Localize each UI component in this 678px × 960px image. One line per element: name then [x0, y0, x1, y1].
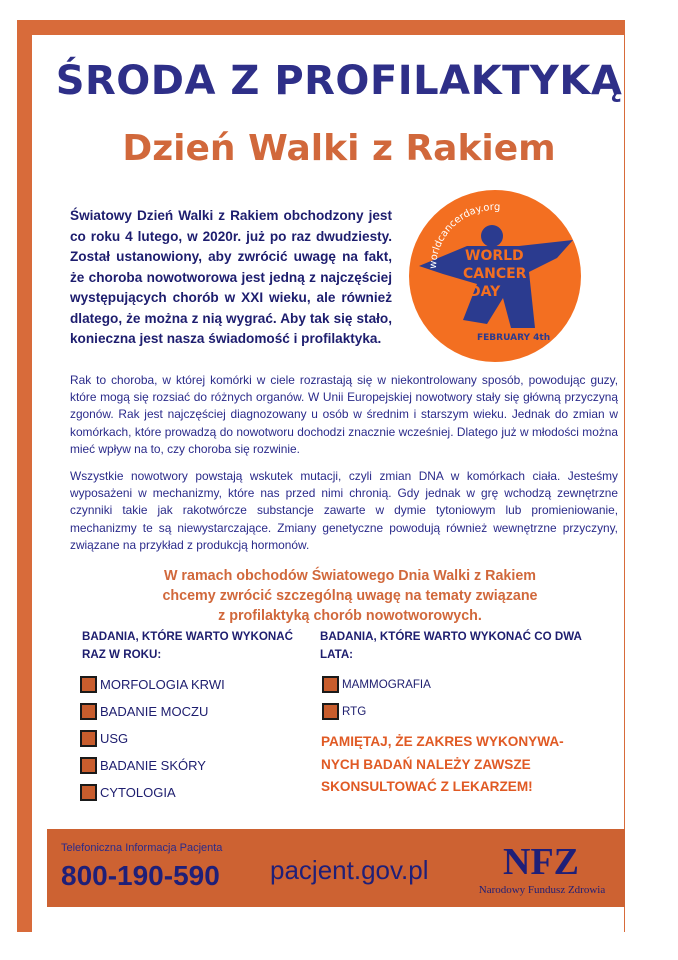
- checklist-item: [80, 730, 128, 747]
- page-subtitle: Dzień Walki z Rakiem: [122, 128, 556, 169]
- checklist-item: [80, 703, 208, 720]
- checkbox-icon: [80, 730, 97, 747]
- checklist-label: MAMMOGRAFIA: [342, 678, 431, 691]
- lead-paragraph: Światowy Dzień Walki z Rakiem obchodzony jest co roku 4 lutego, w 2020r. już po raz dwudziesty. Został ustanowiony, aby zwrócić uwagę na fakt, że choroba nowotworowa jest jedną z najczęściej występujących chorób w XXI wieku, ale również dlatego, że można z nią wygrać. Aby tak się stało, konieczna jest nasza świadomość i profilaktyka.: [70, 208, 392, 346]
- yearly-heading-line-2: RAZ W ROKU:: [82, 648, 162, 661]
- checklist-label: RTG: [342, 705, 367, 718]
- biennial-heading-line-2: LATA:: [320, 648, 354, 661]
- logo-line2: CANCER: [463, 266, 527, 282]
- figure-head-icon: [481, 225, 503, 247]
- callout-text: [90, 566, 610, 626]
- biennial-heading-line-1: BADANIA, KTÓRE WARTO WYKONAĆ CO DWA: [320, 630, 582, 643]
- checkbox-icon: [80, 703, 97, 720]
- helpline-number[interactable]: 800-190-590: [61, 860, 220, 891]
- checklist-item: [80, 676, 225, 693]
- yearly-tests-heading: [82, 628, 307, 664]
- checkbox-icon: [322, 676, 339, 693]
- checklist-label: MORFOLOGIA KRWI: [100, 677, 225, 692]
- checkbox-icon: [80, 784, 97, 801]
- info-paragraph-2: Wszystkie nowotwory powstają wskutek mutacji, czyli zmian DNA w komórkach ciała. Jesteśmy wyposażeni w mechanizmy, które nas przed nimi chronią. Gdy jednak w grę wchodzą zewnętrzne czynniki takie jak rakotwórcze substancje zawarte w dymie tytoniowym lub promieniowanie, mechanizmy te są niewystarczające. Zmiany genetyczne powodują również wewnętrzne przyczyny, związane na przykład z produkcją hormonów.: [70, 469, 618, 552]
- checklist-item: [322, 676, 431, 693]
- checklist-item: [80, 757, 206, 774]
- checklist-label: CYTOLOGIA: [100, 785, 176, 800]
- website-link[interactable]: pacjent.gov.pl: [270, 855, 429, 885]
- checklist-label: USG: [100, 731, 129, 746]
- logo-line1: WORLD: [465, 248, 524, 264]
- logo-url: worldcancerday.org: [427, 201, 501, 270]
- checkbox-icon: [322, 703, 339, 720]
- warning-line-3: SKONSULTOWAĆ Z LEKARZEM!: [321, 779, 533, 794]
- checklist-label: BADANIE SKÓRY: [100, 758, 206, 773]
- logo-line3: DAY: [469, 284, 501, 300]
- yearly-heading-line-1: BADANIA, KTÓRE WARTO WYKONAĆ: [82, 630, 294, 643]
- nfz-logo-text: NFZ: [503, 841, 579, 880]
- nfz-logo: [494, 840, 588, 880]
- checklist-item: [80, 784, 176, 801]
- biennial-tests-heading: [320, 628, 590, 664]
- logo-date: FEBRUARY 4th: [477, 333, 551, 343]
- warning-line-2: NYCH BADAŃ NALEŻY ZAWSZE: [321, 756, 531, 772]
- callout-line-1: W ramach obchodów Światowego Dnia Walki z Rakiem: [163, 568, 537, 584]
- checklist-item: [322, 703, 366, 720]
- nfz-full-name: Narodowy Fundusz Zdrowia: [478, 884, 606, 896]
- warning-line-1: PAMIĘTAJ, ŻE ZAKRES WYKONYWA-: [321, 734, 564, 749]
- page-title: ŚRODA Z PROFILAKTYKĄ: [55, 58, 623, 104]
- consult-warning: [321, 731, 611, 799]
- checkbox-icon: [80, 676, 97, 693]
- callout-line-2: chcemy zwrócić szczególną uwagę na tematy związane: [162, 588, 538, 604]
- checkbox-icon: [80, 757, 97, 774]
- info-paragraph-1: Rak to choroba, w której komórki w ciele rozrastają się w niekontrolowany sposób, powodując guzy, które mogą się rozsiać do różnych organów. W Unii Europejskiej nowotwory stały się główną przyczyną zgonów. Rak jest najczęściej diagnozowany u osób w średnim i starszym wieku. Jednak do zmian w komórkach, które prowadzą do nowotworu dochodzi znacznie wcześniej. Dlatego już w młodości można mieć wpływ na to, czy choroba się rozwinie.: [70, 373, 618, 456]
- helpline-label: Telefoniczna Informacja Pacjenta: [61, 842, 223, 854]
- world-cancer-day-logo: [407, 188, 583, 364]
- checklist-label: BADANIE MOCZU: [100, 704, 209, 719]
- callout-line-3: z profilaktyką chorób nowotworowych.: [218, 608, 482, 624]
